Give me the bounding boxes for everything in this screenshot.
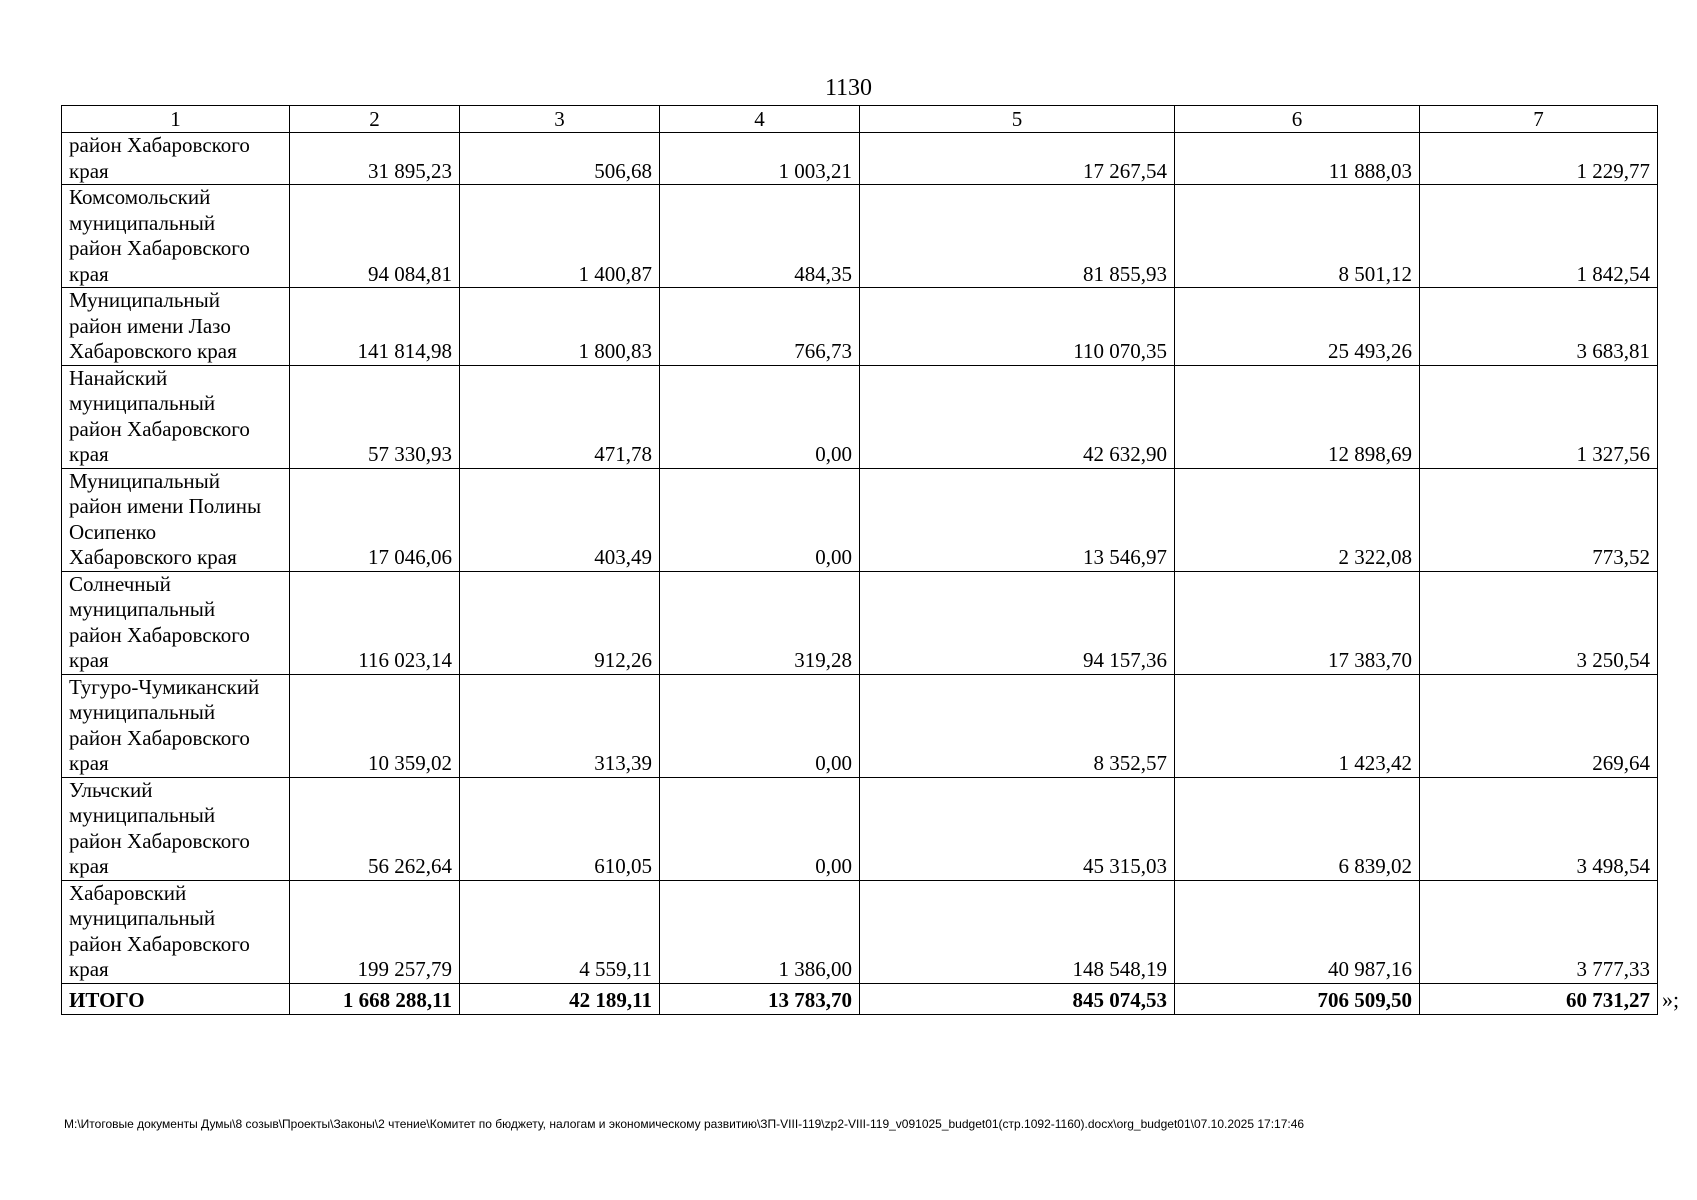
table-row <box>62 288 1658 366</box>
value-cell: 141 814,98 <box>290 288 460 366</box>
table-row <box>62 880 1658 983</box>
value-cell: 506,68 <box>460 133 660 185</box>
value-cell: 81 855,93 <box>860 185 1175 288</box>
value-cell: 199 257,79 <box>290 880 460 983</box>
district-name-line: муниципальный <box>69 803 216 827</box>
district-name-line: район имени Полины <box>69 494 262 518</box>
district-name-line: края <box>69 957 109 981</box>
value-cell: 319,28 <box>660 571 860 674</box>
value-cell: 1 327,56 <box>1420 365 1658 468</box>
value-cell: 766,73 <box>660 288 860 366</box>
value-cell: 4 559,11 <box>460 880 660 983</box>
district-name-line: Муниципальный <box>69 288 220 312</box>
district-name-line: Нанайский <box>69 365 168 390</box>
district-name-line: Хабаровского края <box>69 545 237 569</box>
total-value-cell: 1 668 288,11 <box>290 983 460 1014</box>
value-cell: 912,26 <box>460 571 660 674</box>
table-row <box>62 365 1658 468</box>
page-number: 1130 <box>824 75 873 101</box>
value-cell: 17 267,54 <box>860 133 1175 185</box>
district-name-line: район Хабаровского <box>69 931 250 956</box>
table-row <box>62 777 1658 880</box>
value-cell: 25 493,26 <box>1175 288 1420 366</box>
value-cell: 484,35 <box>660 185 860 288</box>
table-row <box>62 133 1658 185</box>
value-cell: 17 383,70 <box>1175 571 1420 674</box>
table-row <box>62 185 1658 288</box>
district-name-line: муниципальный <box>69 597 216 621</box>
value-cell: 313,39 <box>460 674 660 777</box>
value-cell: 31 895,23 <box>290 133 460 185</box>
district-name-line: район Хабаровского <box>69 622 250 647</box>
district-name-cell <box>62 468 290 571</box>
district-name-cell <box>62 674 290 777</box>
table-row <box>62 674 1658 777</box>
value-cell: 45 315,03 <box>860 777 1175 880</box>
district-name-line: края <box>69 261 109 286</box>
total-row <box>62 983 1658 1014</box>
value-cell: 110 070,35 <box>860 288 1175 366</box>
value-cell: 17 046,06 <box>290 468 460 571</box>
column-header: 6 <box>1175 106 1420 133</box>
value-cell: 1 003,21 <box>660 133 860 185</box>
total-value-cell: 706 509,50 <box>1175 983 1420 1014</box>
district-name-line: края <box>69 854 109 878</box>
value-cell: 13 546,97 <box>860 468 1175 571</box>
district-name-line: муниципальный <box>69 906 216 930</box>
district-name-cell <box>62 777 290 880</box>
table-row <box>62 468 1658 571</box>
value-cell: 3 777,33 <box>1420 880 1658 983</box>
district-name-line: муниципальный <box>69 391 216 415</box>
district-name-line: район Хабаровского <box>69 133 250 157</box>
value-cell: 0,00 <box>660 468 860 571</box>
district-name-line: Солнечный <box>69 571 171 596</box>
table-body <box>62 133 1658 1015</box>
value-cell: 0,00 <box>660 777 860 880</box>
district-name-line: район Хабаровского <box>69 236 250 260</box>
value-cell: 610,05 <box>460 777 660 880</box>
district-name-line: края <box>69 442 109 466</box>
district-name-cell <box>62 288 290 366</box>
district-name-cell <box>62 880 290 983</box>
district-name-line: края <box>69 158 109 183</box>
value-cell: 40 987,16 <box>1175 880 1420 983</box>
value-cell: 12 898,69 <box>1175 365 1420 468</box>
column-header: 5 <box>860 106 1175 133</box>
total-value-cell: 60 731,27 <box>1420 983 1658 1014</box>
budget-table <box>61 105 1658 1015</box>
value-cell: 57 330,93 <box>290 365 460 468</box>
value-cell: 3 250,54 <box>1420 571 1658 674</box>
value-cell: 1 423,42 <box>1175 674 1420 777</box>
district-name-line: Комсомольский <box>69 185 211 209</box>
district-name-line: края <box>69 751 109 775</box>
value-cell: 94 157,36 <box>860 571 1175 674</box>
column-header: 2 <box>290 106 460 133</box>
district-name-cell <box>62 365 290 468</box>
district-name-line: район Хабаровского <box>69 416 250 441</box>
value-cell: 403,49 <box>460 468 660 571</box>
total-value-cell: 13 783,70 <box>660 983 860 1014</box>
value-cell: 94 084,81 <box>290 185 460 288</box>
value-cell: 10 359,02 <box>290 674 460 777</box>
value-cell: 1 842,54 <box>1420 185 1658 288</box>
district-name-line: Ульчский <box>69 777 153 802</box>
table-row <box>62 571 1658 674</box>
district-name-line: Муниципальный <box>69 468 220 493</box>
district-name-line: район Хабаровского <box>69 725 250 750</box>
column-header: 4 <box>660 106 860 133</box>
column-header: 3 <box>460 106 660 133</box>
value-cell: 3 683,81 <box>1420 288 1658 366</box>
value-cell: 8 352,57 <box>860 674 1175 777</box>
value-cell: 6 839,02 <box>1175 777 1420 880</box>
value-cell: 2 322,08 <box>1175 468 1420 571</box>
value-cell: 11 888,03 <box>1175 133 1420 185</box>
value-cell: 148 548,19 <box>860 880 1175 983</box>
total-label: ИТОГО <box>62 983 290 1014</box>
district-name-cell <box>62 133 290 185</box>
value-cell: 1 400,87 <box>460 185 660 288</box>
value-cell: 42 632,90 <box>860 365 1175 468</box>
district-name-line: Хабаровского края <box>69 339 237 363</box>
value-cell: 116 023,14 <box>290 571 460 674</box>
total-value-cell: 42 189,11 <box>460 983 660 1014</box>
district-name-line: район имени Лазо <box>69 313 231 338</box>
value-cell: 471,78 <box>460 365 660 468</box>
value-cell: 3 498,54 <box>1420 777 1658 880</box>
value-cell: 0,00 <box>660 674 860 777</box>
value-cell: 773,52 <box>1420 468 1658 571</box>
value-cell: 56 262,64 <box>290 777 460 880</box>
value-cell: 8 501,12 <box>1175 185 1420 288</box>
district-name-line: Осипенко <box>69 519 157 544</box>
district-name-line: муниципальный <box>69 700 216 724</box>
district-name-line: Тугуро-Чумиканский <box>69 674 260 699</box>
value-cell: 1 386,00 <box>660 880 860 983</box>
table-header-row <box>62 106 1658 133</box>
value-cell: 269,64 <box>1420 674 1658 777</box>
column-header: 1 <box>62 106 290 133</box>
footer-file-path: M:\Итоговые документы Думы\8 созыв\Проекты\Законы\2 чтение\Комитет по бюджету, налогам и экономическому развитию\ЗП-VIII-119\zp2-VIII-119_v091025_budget01(стр.1092-1160).docx\org_budget01\07.10.2025 17:17:46 <box>64 1117 1305 1131</box>
district-name-line: края <box>69 648 109 672</box>
column-header: 7 <box>1420 106 1658 133</box>
value-cell: 0,00 <box>660 365 860 468</box>
district-name-line: муниципальный <box>69 210 216 235</box>
total-value-cell: 845 074,53 <box>860 983 1175 1014</box>
district-name-line: Хабаровский <box>69 880 187 905</box>
district-name-cell <box>62 571 290 674</box>
district-name-cell <box>62 185 290 288</box>
value-cell: 1 229,77 <box>1420 133 1658 185</box>
closing-quote-mark: »; <box>1662 987 1680 1012</box>
district-name-line: район Хабаровского <box>69 828 250 853</box>
value-cell: 1 800,83 <box>460 288 660 366</box>
